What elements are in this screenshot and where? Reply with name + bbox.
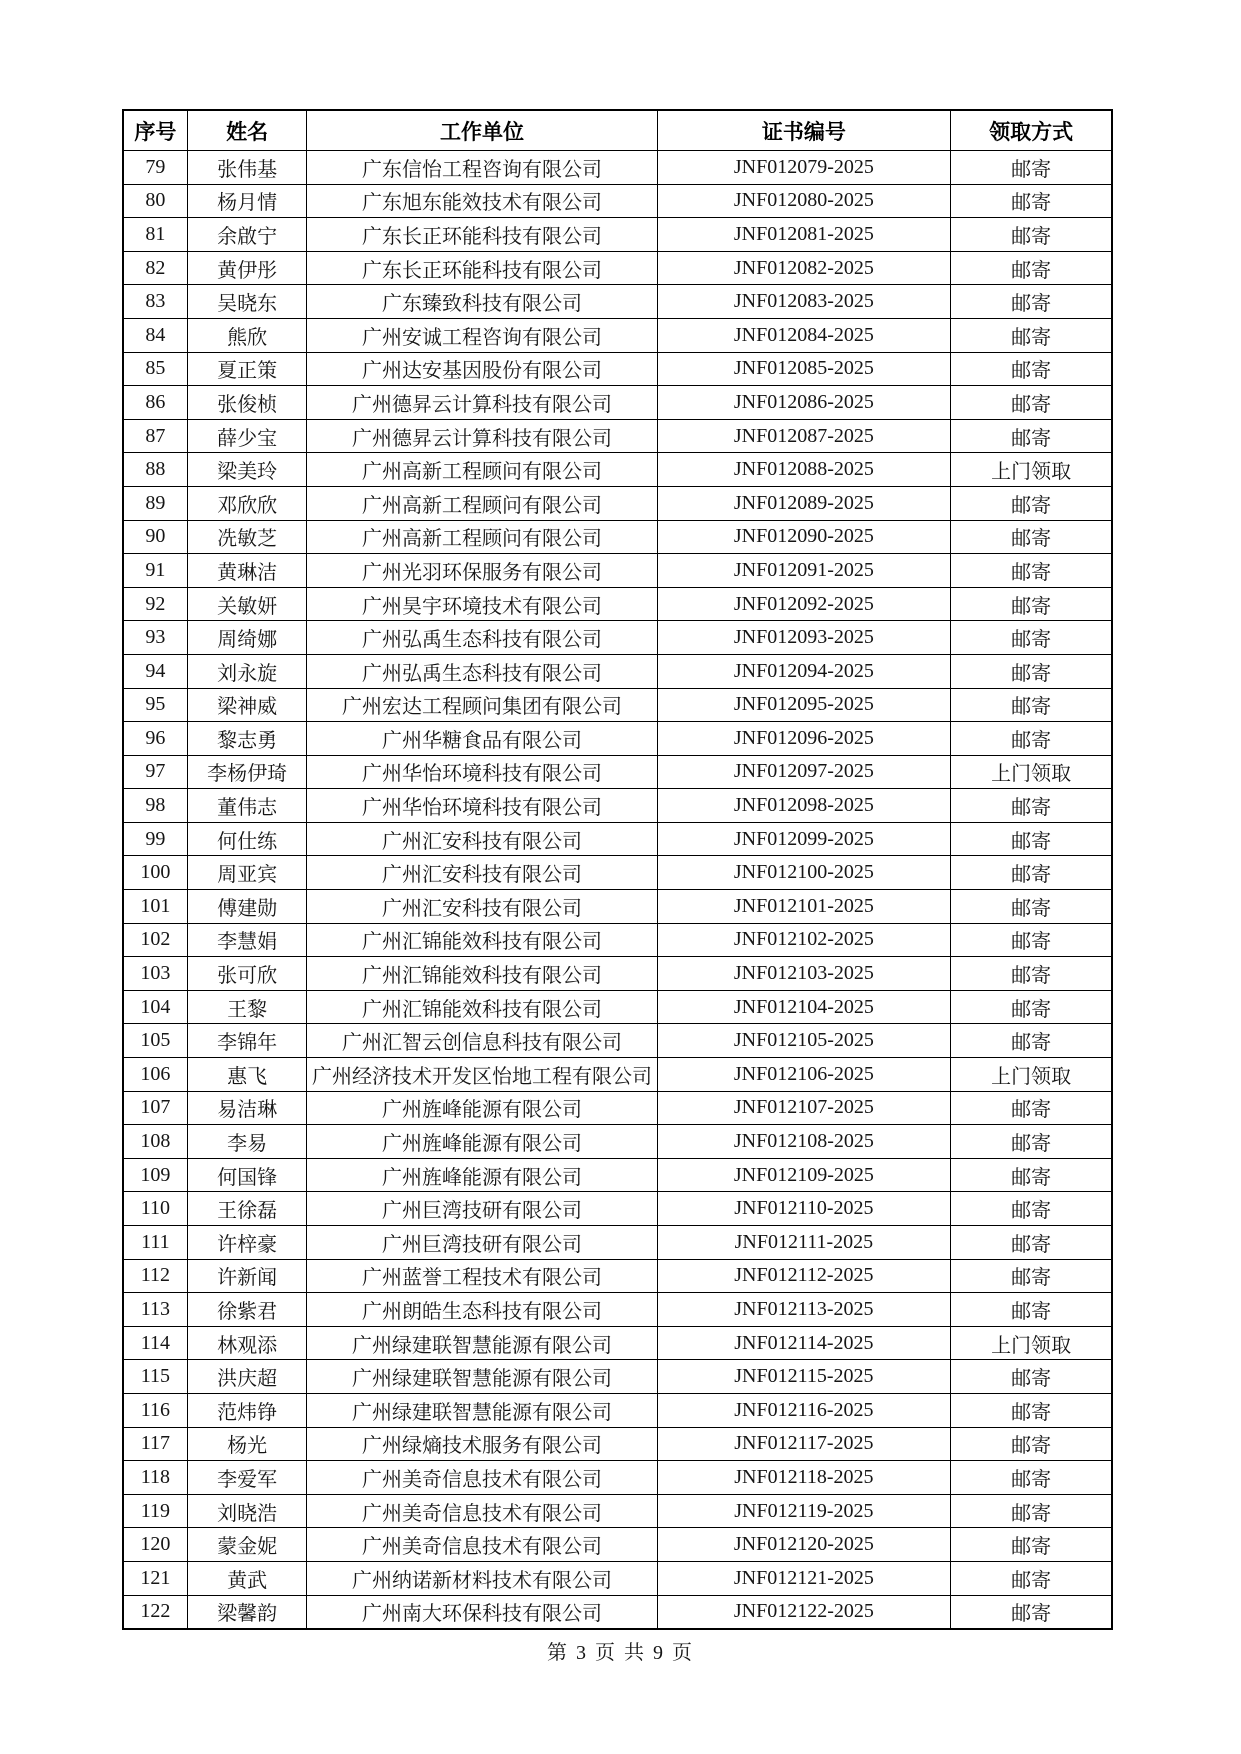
cell-name: 洪庆超	[187, 1360, 307, 1394]
cell-index: 118	[123, 1461, 187, 1495]
cell-name: 徐紫君	[187, 1293, 307, 1327]
cell-delivery-method: 邮寄	[951, 822, 1112, 856]
cell-index: 93	[123, 621, 187, 655]
cell-delivery-method: 邮寄	[951, 1226, 1112, 1260]
table-row	[123, 1393, 1112, 1427]
cell-index: 94	[123, 654, 187, 688]
cell-name: 刘晓浩	[187, 1494, 307, 1528]
cell-index: 85	[123, 352, 187, 386]
cell-employer: 广东臻致科技有限公司	[307, 285, 657, 319]
cell-name: 傅建勋	[187, 890, 307, 924]
cell-certificate-no: JNF012106-2025	[657, 1058, 951, 1092]
cell-name: 何仕练	[187, 822, 307, 856]
cell-index: 87	[123, 419, 187, 453]
cell-name: 易洁琳	[187, 1091, 307, 1125]
cell-name: 黄伊彤	[187, 251, 307, 285]
cell-name: 梁馨韵	[187, 1595, 307, 1629]
table-row	[123, 184, 1112, 218]
table-row	[123, 218, 1112, 252]
cell-certificate-no: JNF012113-2025	[657, 1293, 951, 1327]
cell-employer: 广州弘禹生态科技有限公司	[307, 654, 657, 688]
cell-delivery-method: 邮寄	[951, 789, 1112, 823]
cell-index: 119	[123, 1494, 187, 1528]
cell-index: 91	[123, 554, 187, 588]
cell-delivery-method: 邮寄	[951, 1024, 1112, 1058]
cell-employer: 广州美奇信息技术有限公司	[307, 1528, 657, 1562]
table-row	[123, 587, 1112, 621]
cell-delivery-method: 邮寄	[951, 1595, 1112, 1629]
cell-delivery-method: 邮寄	[951, 352, 1112, 386]
cell-index: 90	[123, 520, 187, 554]
cell-certificate-no: JNF012122-2025	[657, 1595, 951, 1629]
cell-index: 112	[123, 1259, 187, 1293]
cell-index: 103	[123, 957, 187, 991]
cell-certificate-no: JNF012112-2025	[657, 1259, 951, 1293]
table-row	[123, 755, 1112, 789]
cell-index: 96	[123, 722, 187, 756]
cell-index: 107	[123, 1091, 187, 1125]
table-row	[123, 1360, 1112, 1394]
cell-employer: 广州旌峰能源有限公司	[307, 1125, 657, 1159]
cell-delivery-method: 邮寄	[951, 419, 1112, 453]
cell-name: 吴晓东	[187, 285, 307, 319]
cell-certificate-no: JNF012117-2025	[657, 1427, 951, 1461]
cell-delivery-method: 邮寄	[951, 1528, 1112, 1562]
cell-certificate-no: JNF012121-2025	[657, 1561, 951, 1595]
cell-certificate-no: JNF012098-2025	[657, 789, 951, 823]
cell-delivery-method: 邮寄	[951, 386, 1112, 420]
cell-certificate-no: JNF012104-2025	[657, 990, 951, 1024]
cell-name: 梁神威	[187, 688, 307, 722]
cell-name: 关敏妍	[187, 587, 307, 621]
cell-employer: 广州汇安科技有限公司	[307, 822, 657, 856]
header-index: 序号	[123, 110, 187, 151]
cell-certificate-no: JNF012090-2025	[657, 520, 951, 554]
cell-employer: 广州德昇云计算科技有限公司	[307, 419, 657, 453]
cell-index: 122	[123, 1595, 187, 1629]
cell-name: 刘永旋	[187, 654, 307, 688]
cell-name: 许新闻	[187, 1259, 307, 1293]
certificate-table	[122, 109, 1113, 1630]
cell-certificate-no: JNF012086-2025	[657, 386, 951, 420]
table-row	[123, 1192, 1112, 1226]
cell-certificate-no: JNF012111-2025	[657, 1226, 951, 1260]
cell-certificate-no: JNF012082-2025	[657, 251, 951, 285]
cell-employer: 广州宏达工程顾问集团有限公司	[307, 688, 657, 722]
cell-index: 106	[123, 1058, 187, 1092]
header-row	[123, 110, 1112, 151]
cell-employer: 广州高新工程顾问有限公司	[307, 486, 657, 520]
cell-delivery-method: 邮寄	[951, 1393, 1112, 1427]
cell-employer: 广州汇锦能效科技有限公司	[307, 990, 657, 1024]
table-row	[123, 890, 1112, 924]
table-row	[123, 789, 1112, 823]
cell-certificate-no: JNF012079-2025	[657, 151, 951, 185]
cell-index: 89	[123, 486, 187, 520]
cell-certificate-no: JNF012103-2025	[657, 957, 951, 991]
cell-delivery-method: 邮寄	[951, 1360, 1112, 1394]
cell-employer: 广州安诚工程咨询有限公司	[307, 318, 657, 352]
cell-employer: 广东长正环能科技有限公司	[307, 251, 657, 285]
cell-name: 梁美玲	[187, 453, 307, 487]
cell-certificate-no: JNF012114-2025	[657, 1326, 951, 1360]
cell-index: 108	[123, 1125, 187, 1159]
cell-index: 80	[123, 184, 187, 218]
table-row	[123, 1494, 1112, 1528]
table-row	[123, 688, 1112, 722]
cell-certificate-no: JNF012092-2025	[657, 587, 951, 621]
cell-certificate-no: JNF012096-2025	[657, 722, 951, 756]
cell-employer: 广州旌峰能源有限公司	[307, 1091, 657, 1125]
cell-certificate-no: JNF012085-2025	[657, 352, 951, 386]
cell-delivery-method: 邮寄	[951, 1091, 1112, 1125]
table-row	[123, 654, 1112, 688]
cell-certificate-no: JNF012107-2025	[657, 1091, 951, 1125]
cell-name: 张可欣	[187, 957, 307, 991]
cell-certificate-no: JNF012081-2025	[657, 218, 951, 252]
cell-index: 92	[123, 587, 187, 621]
table-row	[123, 923, 1112, 957]
cell-delivery-method: 邮寄	[951, 1125, 1112, 1159]
cell-employer: 广州华糖食品有限公司	[307, 722, 657, 756]
cell-name: 李慧娟	[187, 923, 307, 957]
cell-index: 115	[123, 1360, 187, 1394]
cell-employer: 广州德昇云计算科技有限公司	[307, 386, 657, 420]
table-row	[123, 318, 1112, 352]
cell-name: 许梓豪	[187, 1226, 307, 1260]
cell-employer: 广州汇锦能效科技有限公司	[307, 957, 657, 991]
cell-delivery-method: 邮寄	[951, 621, 1112, 655]
cell-certificate-no: JNF012102-2025	[657, 923, 951, 957]
cell-employer: 广东旭东能效技术有限公司	[307, 184, 657, 218]
header-name: 姓名	[187, 110, 307, 151]
cell-index: 111	[123, 1226, 187, 1260]
cell-name: 杨光	[187, 1427, 307, 1461]
cell-index: 81	[123, 218, 187, 252]
cell-employer: 广州美奇信息技术有限公司	[307, 1461, 657, 1495]
cell-name: 王徐磊	[187, 1192, 307, 1226]
cell-delivery-method: 邮寄	[951, 1461, 1112, 1495]
cell-index: 109	[123, 1158, 187, 1192]
cell-delivery-method: 上门领取	[951, 755, 1112, 789]
cell-delivery-method: 邮寄	[951, 184, 1112, 218]
cell-delivery-method: 上门领取	[951, 1058, 1112, 1092]
cell-delivery-method: 邮寄	[951, 923, 1112, 957]
table-row	[123, 1528, 1112, 1562]
cell-index: 120	[123, 1528, 187, 1562]
cell-index: 105	[123, 1024, 187, 1058]
header-delivery-method: 领取方式	[951, 110, 1112, 151]
table-row	[123, 520, 1112, 554]
cell-name: 林观添	[187, 1326, 307, 1360]
cell-name: 熊欣	[187, 318, 307, 352]
table-row	[123, 856, 1112, 890]
cell-index: 114	[123, 1326, 187, 1360]
table-row	[123, 352, 1112, 386]
cell-certificate-no: JNF012093-2025	[657, 621, 951, 655]
table-row	[123, 453, 1112, 487]
table-row	[123, 1024, 1112, 1058]
cell-name: 张俊桢	[187, 386, 307, 420]
cell-certificate-no: JNF012095-2025	[657, 688, 951, 722]
cell-delivery-method: 邮寄	[951, 285, 1112, 319]
table-row	[123, 822, 1112, 856]
cell-employer: 广州华怡环境科技有限公司	[307, 755, 657, 789]
cell-certificate-no: JNF012109-2025	[657, 1158, 951, 1192]
cell-certificate-no: JNF012089-2025	[657, 486, 951, 520]
cell-name: 黎志勇	[187, 722, 307, 756]
cell-name: 何国锋	[187, 1158, 307, 1192]
cell-delivery-method: 上门领取	[951, 453, 1112, 487]
table-row	[123, 285, 1112, 319]
cell-certificate-no: JNF012116-2025	[657, 1393, 951, 1427]
cell-delivery-method: 邮寄	[951, 1259, 1112, 1293]
cell-delivery-method: 邮寄	[951, 856, 1112, 890]
cell-delivery-method: 邮寄	[951, 520, 1112, 554]
cell-delivery-method: 邮寄	[951, 587, 1112, 621]
cell-certificate-no: JNF012118-2025	[657, 1461, 951, 1495]
header-employer: 工作单位	[307, 110, 657, 151]
table-row	[123, 1326, 1112, 1360]
cell-delivery-method: 邮寄	[951, 218, 1112, 252]
cell-employer: 广州光羽环保服务有限公司	[307, 554, 657, 588]
cell-name: 李易	[187, 1125, 307, 1159]
table-row	[123, 1158, 1112, 1192]
table-row	[123, 386, 1112, 420]
cell-certificate-no: JNF012088-2025	[657, 453, 951, 487]
table-row	[123, 722, 1112, 756]
cell-certificate-no: JNF012120-2025	[657, 1528, 951, 1562]
cell-employer: 广州巨湾技研有限公司	[307, 1226, 657, 1260]
cell-delivery-method: 邮寄	[951, 722, 1112, 756]
page-number: 第 3 页 共 9 页	[547, 1642, 694, 1664]
cell-employer: 广州绿建联智慧能源有限公司	[307, 1360, 657, 1394]
cell-certificate-no: JNF012110-2025	[657, 1192, 951, 1226]
cell-delivery-method: 邮寄	[951, 251, 1112, 285]
cell-name: 周绮娜	[187, 621, 307, 655]
cell-certificate-no: JNF012083-2025	[657, 285, 951, 319]
cell-delivery-method: 邮寄	[951, 486, 1112, 520]
cell-employer: 广州经济技术开发区怡地工程有限公司	[307, 1058, 657, 1092]
cell-name: 薛少宝	[187, 419, 307, 453]
table-row	[123, 1561, 1112, 1595]
cell-employer: 广州达安基因股份有限公司	[307, 352, 657, 386]
cell-certificate-no: JNF012080-2025	[657, 184, 951, 218]
table-row	[123, 151, 1112, 185]
table-row	[123, 554, 1112, 588]
cell-certificate-no: JNF012100-2025	[657, 856, 951, 890]
cell-employer: 广州美奇信息技术有限公司	[307, 1494, 657, 1528]
cell-employer: 广州绿建联智慧能源有限公司	[307, 1326, 657, 1360]
cell-index: 83	[123, 285, 187, 319]
cell-name: 范炜铮	[187, 1393, 307, 1427]
cell-employer: 广州绿熵技术服务有限公司	[307, 1427, 657, 1461]
cell-name: 邓欣欣	[187, 486, 307, 520]
cell-name: 董伟志	[187, 789, 307, 823]
cell-employer: 广东信怡工程咨询有限公司	[307, 151, 657, 185]
cell-name: 黄琳洁	[187, 554, 307, 588]
table-row	[123, 1226, 1112, 1260]
cell-name: 夏正策	[187, 352, 307, 386]
cell-certificate-no: JNF012084-2025	[657, 318, 951, 352]
cell-delivery-method: 邮寄	[951, 890, 1112, 924]
table-row	[123, 1091, 1112, 1125]
cell-name: 蒙金妮	[187, 1528, 307, 1562]
table-row	[123, 621, 1112, 655]
cell-employer: 广州汇安科技有限公司	[307, 890, 657, 924]
cell-employer: 广州蓝誉工程技术有限公司	[307, 1259, 657, 1293]
cell-certificate-no: JNF012119-2025	[657, 1494, 951, 1528]
cell-certificate-no: JNF012087-2025	[657, 419, 951, 453]
cell-index: 88	[123, 453, 187, 487]
cell-delivery-method: 邮寄	[951, 1494, 1112, 1528]
cell-delivery-method: 邮寄	[951, 1192, 1112, 1226]
cell-index: 97	[123, 755, 187, 789]
table-header	[123, 110, 1112, 151]
cell-delivery-method: 邮寄	[951, 957, 1112, 991]
cell-employer: 广州巨湾技研有限公司	[307, 1192, 657, 1226]
cell-index: 100	[123, 856, 187, 890]
cell-delivery-method: 邮寄	[951, 1293, 1112, 1327]
cell-index: 110	[123, 1192, 187, 1226]
cell-certificate-no: JNF012097-2025	[657, 755, 951, 789]
cell-index: 84	[123, 318, 187, 352]
cell-name: 黄武	[187, 1561, 307, 1595]
cell-index: 113	[123, 1293, 187, 1327]
cell-delivery-method: 上门领取	[951, 1326, 1112, 1360]
table-row	[123, 1427, 1112, 1461]
cell-delivery-method: 邮寄	[951, 554, 1112, 588]
table-row	[123, 1293, 1112, 1327]
cell-name: 余啟宁	[187, 218, 307, 252]
table-row	[123, 1595, 1112, 1629]
cell-employer: 广州旌峰能源有限公司	[307, 1158, 657, 1192]
cell-index: 102	[123, 923, 187, 957]
cell-name: 杨月情	[187, 184, 307, 218]
cell-certificate-no: JNF012101-2025	[657, 890, 951, 924]
cell-index: 104	[123, 990, 187, 1024]
cell-index: 82	[123, 251, 187, 285]
cell-name: 王黎	[187, 990, 307, 1024]
cell-employer: 广州弘禹生态科技有限公司	[307, 621, 657, 655]
cell-index: 86	[123, 386, 187, 420]
table-row	[123, 990, 1112, 1024]
cell-employer: 广州朗皓生态科技有限公司	[307, 1293, 657, 1327]
cell-employer: 广东长正环能科技有限公司	[307, 218, 657, 252]
cell-delivery-method: 邮寄	[951, 1427, 1112, 1461]
cell-employer: 广州华怡环境科技有限公司	[307, 789, 657, 823]
cell-index: 95	[123, 688, 187, 722]
cell-certificate-no: JNF012099-2025	[657, 822, 951, 856]
cell-delivery-method: 邮寄	[951, 688, 1112, 722]
cell-index: 116	[123, 1393, 187, 1427]
table-row	[123, 419, 1112, 453]
cell-delivery-method: 邮寄	[951, 1561, 1112, 1595]
table-row	[123, 1461, 1112, 1495]
table-row	[123, 1125, 1112, 1159]
cell-index: 98	[123, 789, 187, 823]
cell-certificate-no: JNF012094-2025	[657, 654, 951, 688]
cell-certificate-no: JNF012115-2025	[657, 1360, 951, 1394]
table-body	[123, 151, 1112, 1630]
cell-employer: 广州昊宇环境技术有限公司	[307, 587, 657, 621]
cell-certificate-no: JNF012105-2025	[657, 1024, 951, 1058]
cell-index: 117	[123, 1427, 187, 1461]
cell-employer: 广州汇安科技有限公司	[307, 856, 657, 890]
cell-employer: 广州南大环保科技有限公司	[307, 1595, 657, 1629]
cell-name: 周亚宾	[187, 856, 307, 890]
cell-employer: 广州高新工程顾问有限公司	[307, 520, 657, 554]
cell-delivery-method: 邮寄	[951, 318, 1112, 352]
cell-certificate-no: JNF012091-2025	[657, 554, 951, 588]
cell-delivery-method: 邮寄	[951, 151, 1112, 185]
cell-employer: 广州绿建联智慧能源有限公司	[307, 1393, 657, 1427]
cell-delivery-method: 邮寄	[951, 990, 1112, 1024]
table-row	[123, 251, 1112, 285]
cell-employer: 广州汇锦能效科技有限公司	[307, 923, 657, 957]
cell-certificate-no: JNF012108-2025	[657, 1125, 951, 1159]
cell-delivery-method: 邮寄	[951, 654, 1112, 688]
cell-employer: 广州高新工程顾问有限公司	[307, 453, 657, 487]
cell-name: 李锦年	[187, 1024, 307, 1058]
table-row	[123, 957, 1112, 991]
cell-index: 101	[123, 890, 187, 924]
cell-index: 121	[123, 1561, 187, 1595]
cell-name: 张伟基	[187, 151, 307, 185]
cell-name: 惠飞	[187, 1058, 307, 1092]
cell-name: 李杨伊琦	[187, 755, 307, 789]
table-row	[123, 486, 1112, 520]
cell-employer: 广州纳诺新材料技术有限公司	[307, 1561, 657, 1595]
table-row	[123, 1058, 1112, 1092]
table-row	[123, 1259, 1112, 1293]
cell-delivery-method: 邮寄	[951, 1158, 1112, 1192]
cell-name: 冼敏芝	[187, 520, 307, 554]
cell-index: 99	[123, 822, 187, 856]
cell-name: 李爱军	[187, 1461, 307, 1495]
header-certificate-no: 证书编号	[657, 110, 951, 151]
cell-employer: 广州汇智云创信息科技有限公司	[307, 1024, 657, 1058]
cell-index: 79	[123, 151, 187, 185]
